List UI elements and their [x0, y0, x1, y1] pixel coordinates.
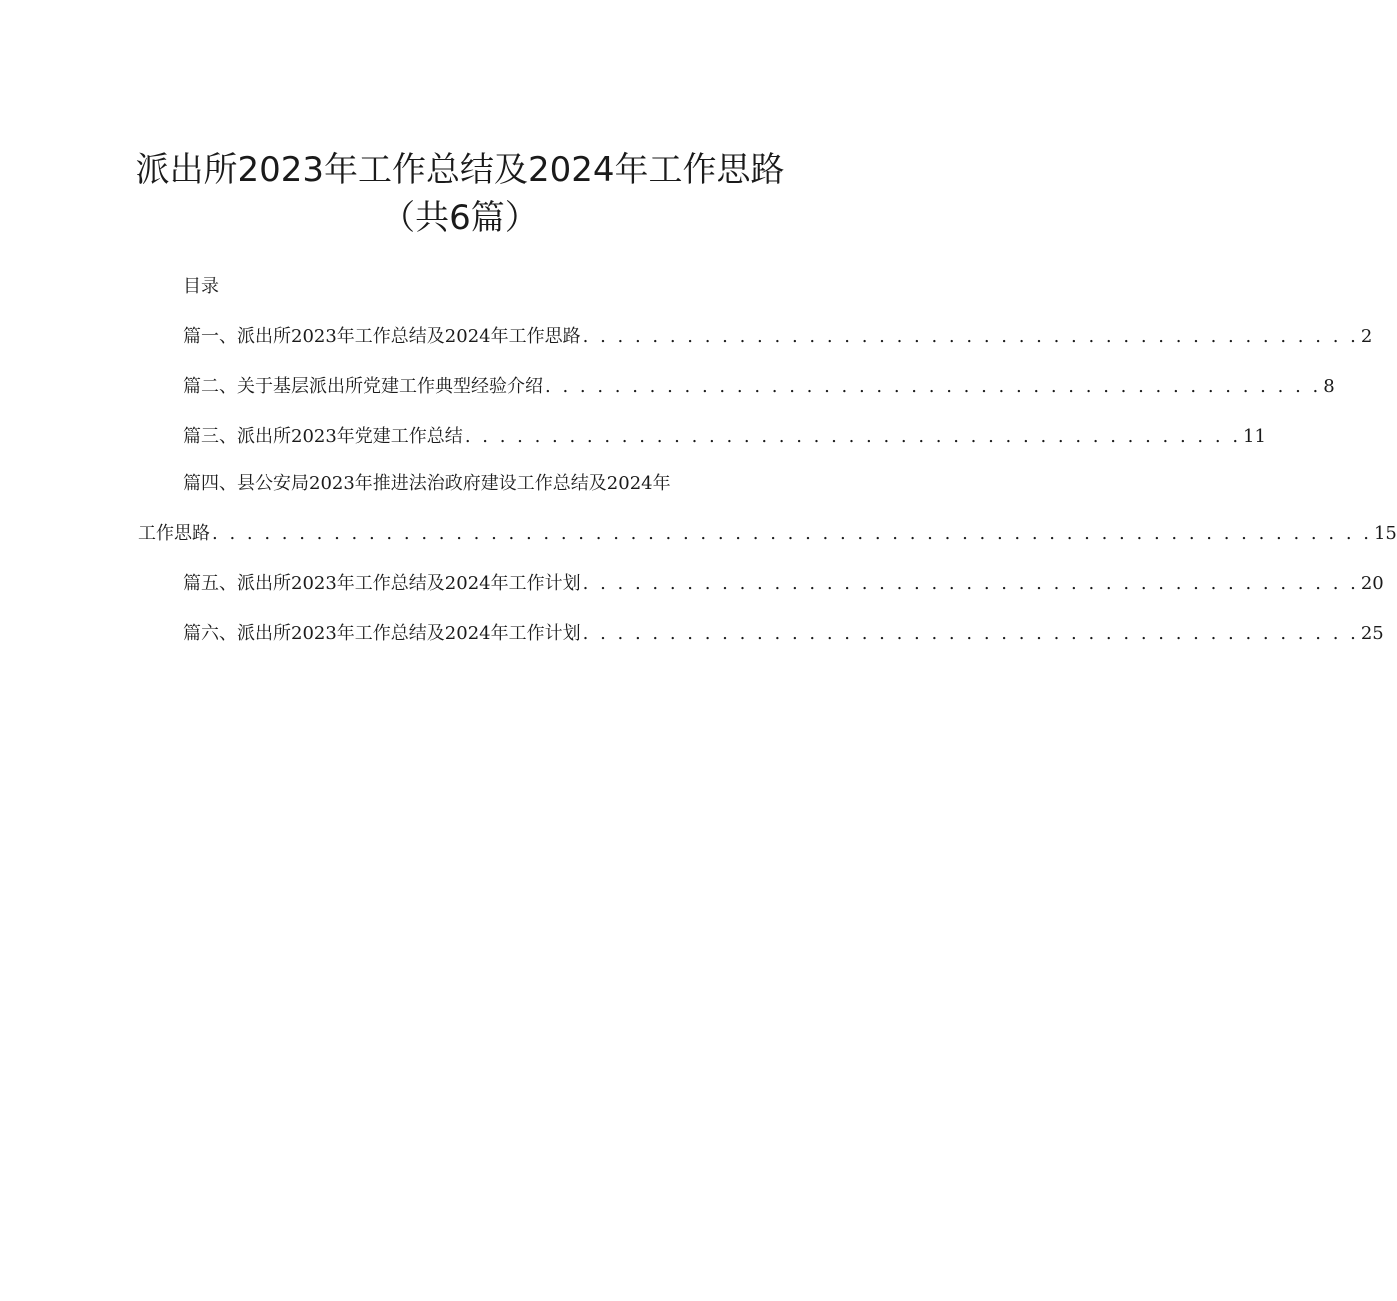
toc-leader-dots: . . . . . . . . . . . . . . . . . . . . . . . . . . . . . . . . . . . . . . . . . . . . . — [464, 426, 1242, 447]
toc-leader-dots: . . . . . . . . . . . . . . . . . . . . . . . . . . . . . . . . . . . . . . . . . . . . . . . . . . . . . . . . . . . . . . . . . . . — [212, 523, 1372, 544]
toc-entry-page: 2 — [1360, 326, 1373, 347]
toc-entry-label: 篇六、派出所2023年工作总结及2024年工作计划 — [183, 623, 581, 644]
toc-entry-page: 11 — [1243, 426, 1266, 447]
toc-leader-dots: . . . . . . . . . . . . . . . . . . . . . . . . . . . . . . . . . . . . . . . . . . . . . — [545, 376, 1322, 397]
toc-entry-page: 8 — [1323, 376, 1335, 397]
toc-leader-dots: . . . . . . . . . . . . . . . . . . . . . . . . . . . . . . . . . . . . . . . . . . . . . — [582, 623, 1359, 644]
toc-entry-2[interactable] — [183, 372, 1335, 398]
toc-entry-4[interactable] — [138, 519, 1397, 545]
toc-entry-label: 篇二、关于基层派出所党建工作典型经验介绍 — [183, 376, 543, 397]
document-subtitle: （共6篇） — [381, 198, 539, 238]
toc-entry-page: 15 — [1373, 523, 1397, 544]
toc-entry-label: 篇五、派出所2023年工作总结及2024年工作计划 — [183, 573, 581, 594]
toc-heading: 目录 — [183, 276, 219, 297]
toc-entry-page: 20 — [1360, 573, 1384, 594]
toc-entry-4-line1[interactable]: 篇四、县公安局2023年推进法治政府建设工作总结及2024年 — [183, 473, 671, 494]
document-title: 派出所2023年工作总结及2024年工作思路 — [135, 150, 785, 190]
toc-entry-6[interactable] — [183, 619, 1384, 645]
toc-entry-page: 25 — [1360, 623, 1384, 644]
toc-entry-label: 工作思路 — [138, 523, 210, 544]
toc-entry-3[interactable] — [183, 422, 1266, 448]
toc-entry-1[interactable] — [183, 322, 1373, 348]
toc-entry-label: 篇一、派出所2023年工作总结及2024年工作思路 — [183, 326, 581, 347]
toc-entry-label: 篇三、派出所2023年党建工作总结 — [183, 426, 463, 447]
toc-leader-dots: . . . . . . . . . . . . . . . . . . . . . . . . . . . . . . . . . . . . . . . . . . . . . — [582, 326, 1359, 347]
toc-entry-5[interactable] — [183, 569, 1384, 595]
toc-leader-dots: . . . . . . . . . . . . . . . . . . . . . . . . . . . . . . . . . . . . . . . . . . . . . — [582, 573, 1359, 594]
